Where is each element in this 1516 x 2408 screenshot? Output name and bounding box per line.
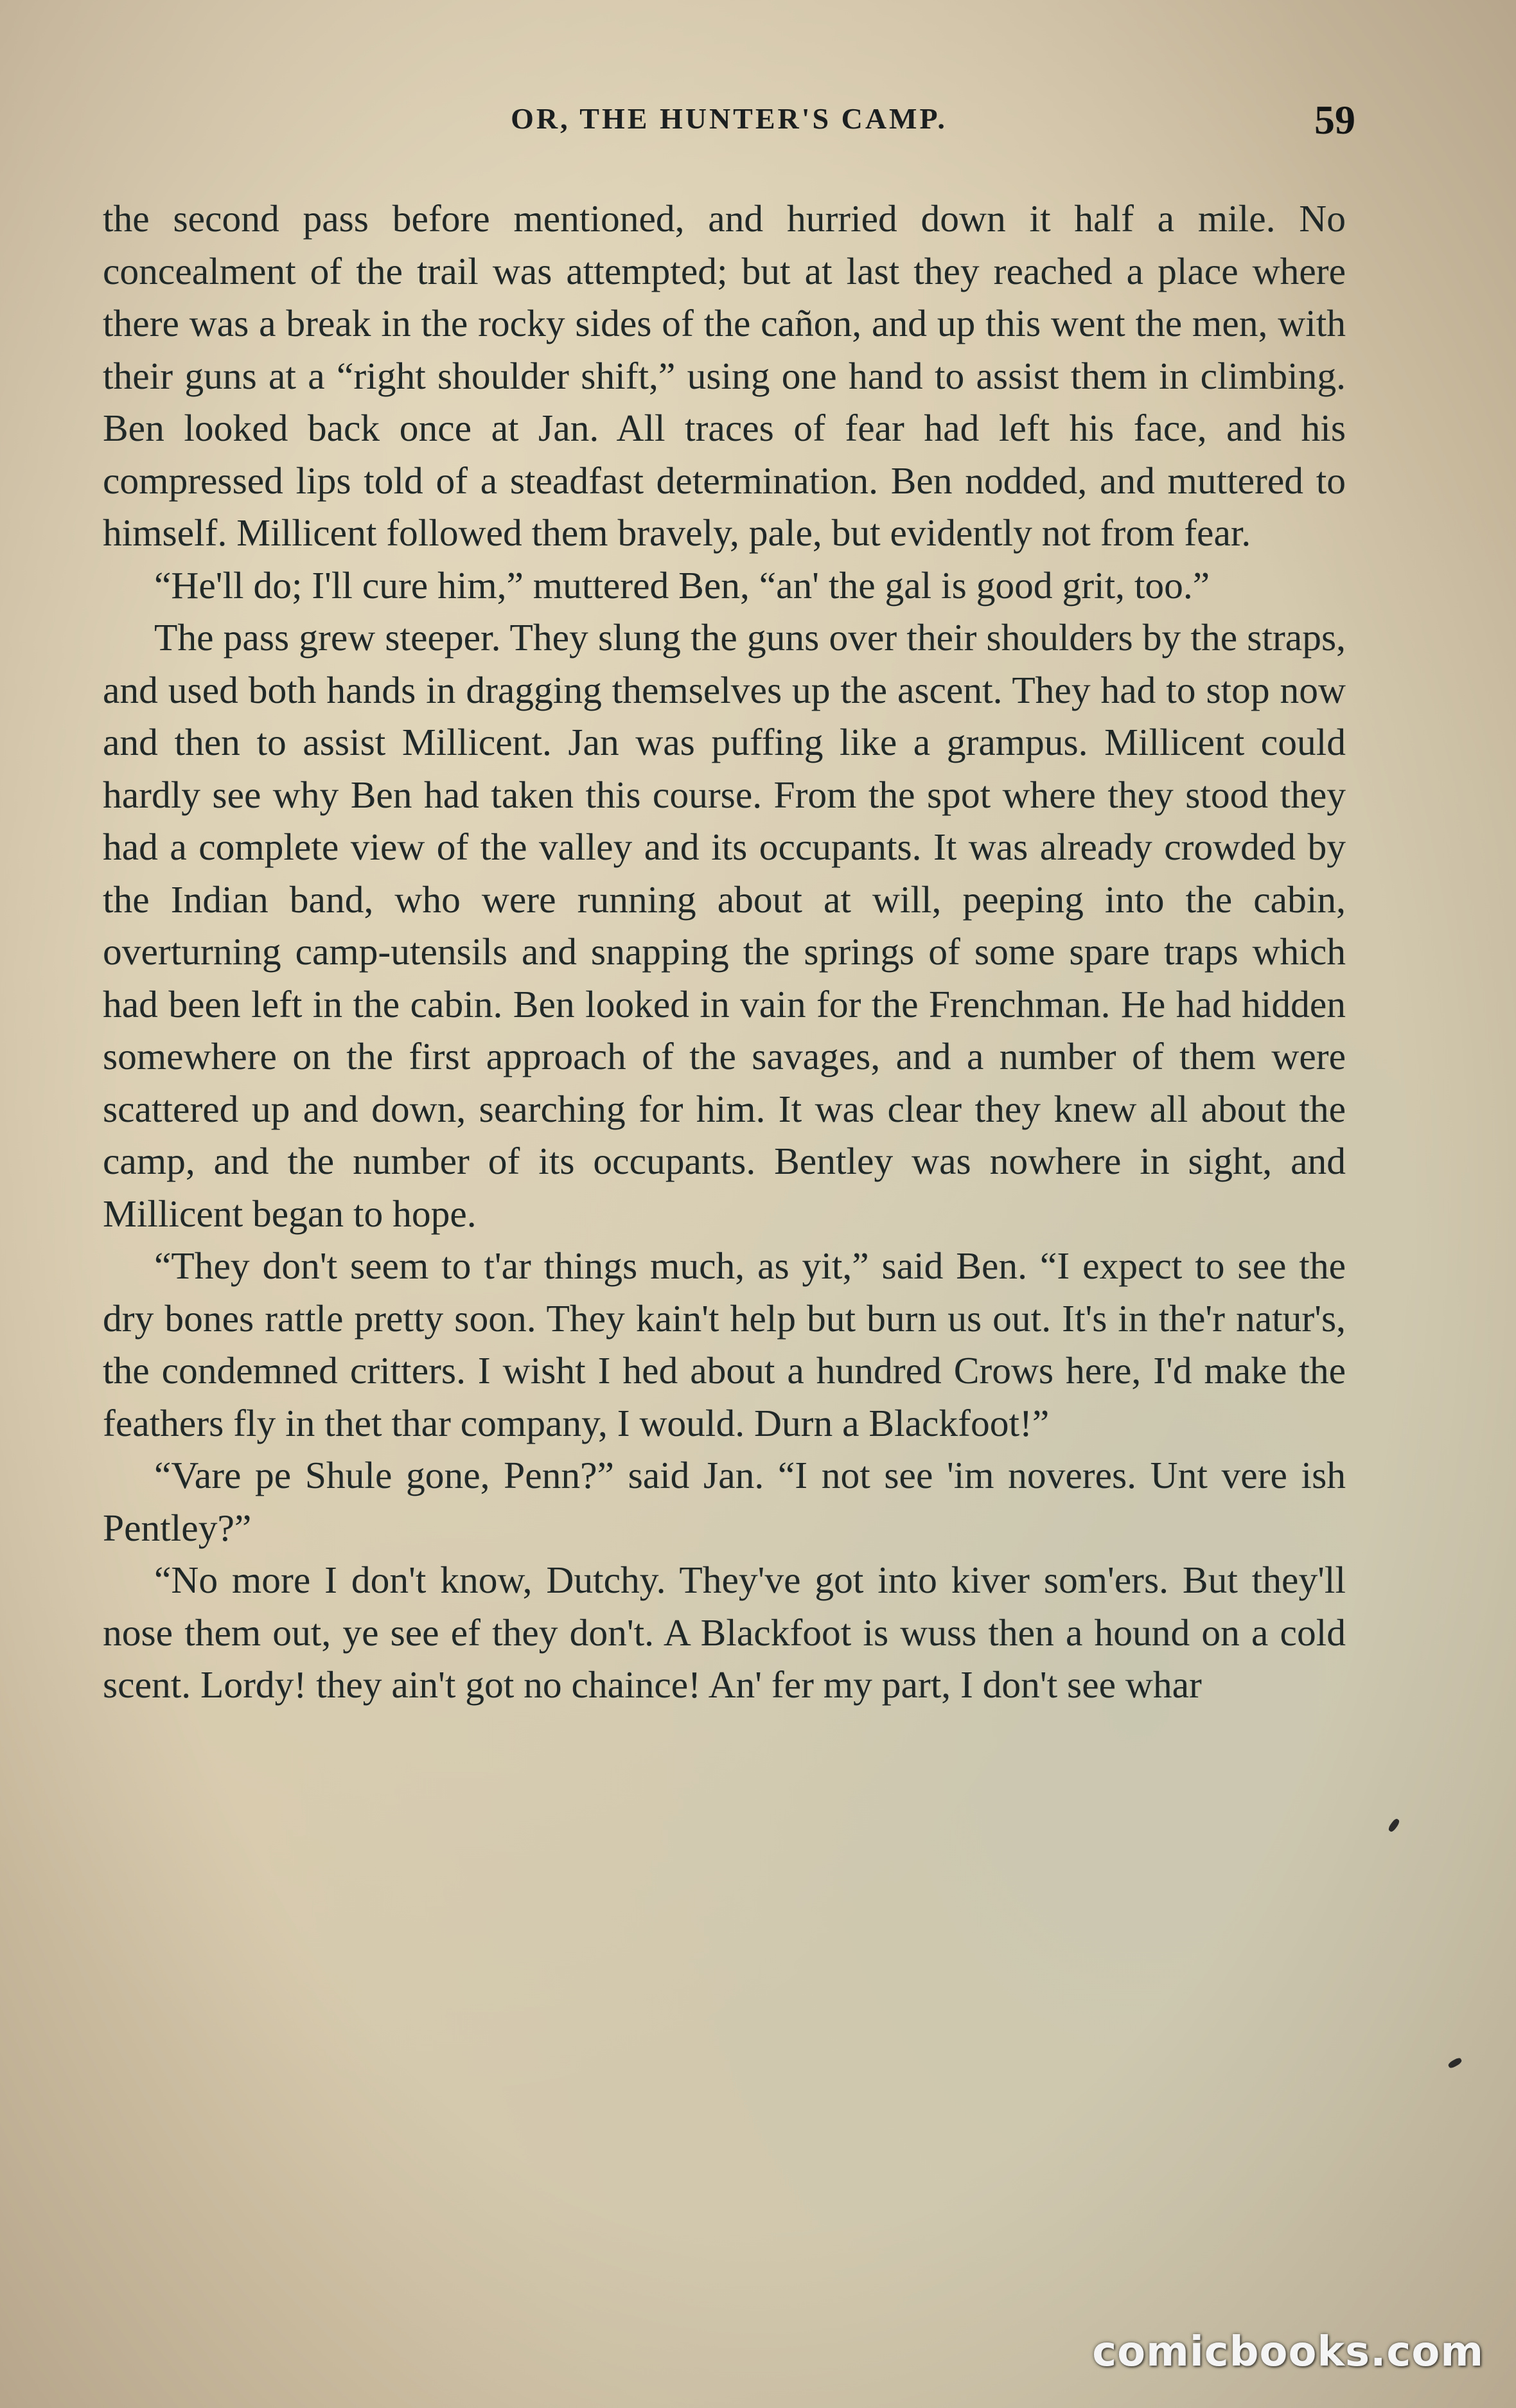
paragraph-5: “Vare pe Shule gone, Penn?” said Jan. “I not see 'im noveres. Unt vere ish Pentley?” xyxy=(103,1454,1346,1549)
ink-speck xyxy=(1388,1818,1401,1833)
body-text xyxy=(103,193,1346,1712)
page-header xyxy=(103,96,1355,154)
watermark: comicbooks.com xyxy=(1092,2328,1484,2376)
paragraph-1: the second pass before mentioned, and hurried down it half a mile. No concealment of the trail was attempted; but at last they reached a place where there was a break in the rocky sides of the cañon, and up this went the men, with their guns at a “right shoulder shift,” using one hand to assist them in climbing. Ben looked back once at Jan. All traces of fear had left his face, and his compressed lips told of a steadfast determination. Ben nodded, and muttered to himself. Millicent followed them bravely, pale, but evidently not from fear. xyxy=(103,197,1346,554)
paragraph-4: “They don't seem to t'ar things much, as yit,” said Ben. “I expect to see the dry bones rattle pretty soon. They kain't help but burn us out. It's in the'r natur's, the condemned critters. I wisht I hed about a hundred Crows here, I'd make the feathers fly in thet thar company, I would. Durn a Blackfoot!” xyxy=(103,1244,1346,1444)
paragraph-3: The pass grew steeper. They slung the guns over their shoulders by the straps, and used both hands in dragging themselves up the ascent. They had to stop now and then to assist Millicent. Jan was puffing like a grampus. Millicent could hardly see why Ben had taken this course. From the spot where they stood they had a complete view of the valley and its occupants. It was already crowded by the Indian band, who were running about at will, peeping into the cabin, overturning camp-utensils and snapping the springs of some spare traps which had been left in the cabin. Ben looked in vain for the Frenchman. He had hidden somewhere on the first approach of the savages, and a number of them were scattered up and down, searching for him. It was clear they knew all about the camp, and the number of its occupants. Bentley was nowhere in sight, and Millicent began to hope. xyxy=(103,616,1346,1235)
ink-speck xyxy=(1447,2057,1463,2069)
paragraph-6: “No more I don't know, Dutchy. They've got into kiver som'ers. But they'll nose them out, ye see ef they don't. A Blackfoot is wuss then a hound on a cold scent. Lordy! they ain't got no chaince! An' fer my part, I don't see whar xyxy=(103,1559,1346,1706)
page-number: 59 xyxy=(1314,97,1355,143)
running-head: OR, THE HUNTER'S CAMP. xyxy=(511,102,948,135)
paragraph-2: “He'll do; I'll cure him,” muttered Ben, “an' the gal is good grit, too.” xyxy=(154,563,1210,606)
